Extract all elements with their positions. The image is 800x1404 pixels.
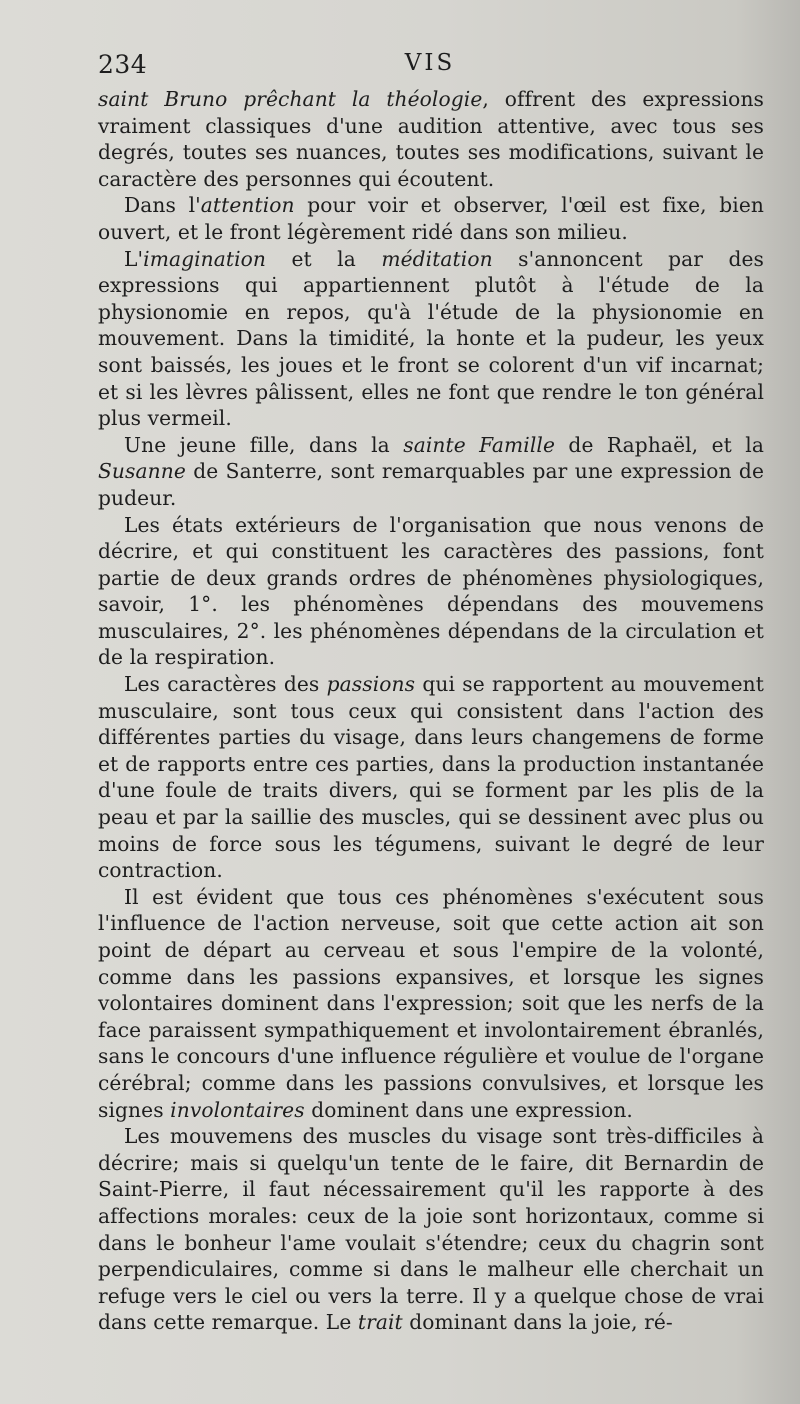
text-run: pour voir et observer, l'œil est fixe, bien ouvert, et le front légèrement ridé dans son milieu. bbox=[98, 193, 764, 244]
italic-text: sainte Famille bbox=[403, 432, 555, 457]
italic-text: imagination bbox=[143, 246, 267, 271]
text-run: Les états extérieurs de l'organisation que nous venons de décrire, et qui constituent les caractères des passions, font partie de deux grands ordres de phénomènes physiologiques, savoir, 1°. les phénomènes dépendans des mouvemens musculaires, 2°. les phénomènes dépendans de la circulation et de la respiration. bbox=[98, 512, 764, 670]
italic-text: Susanne bbox=[98, 459, 186, 484]
text-run: L' bbox=[124, 246, 144, 271]
text-run: qui se rapportent au mouvement musculaire, sont tous ceux qui consistent dans l'action des différentes parties du visage, dans leurs changemens de forme et de rapports entre ces parties, dans la production instantanée d'une foule de traits divers, qui se forment par les plis de la peau et par la saillie des muscles, qui se dessinent avec plus ou moins de force sous les tégumens, suivant le degré de leur contraction. bbox=[98, 672, 764, 883]
paragraph bbox=[98, 192, 764, 245]
text-run: Il est évident que tous ces phénomènes s'exécutent sous l'influence de l'action nerveuse, soit que cette action ait son point de départ au cerveau et sous l'empire de la volonté, comme dans les passions expansives, et lorsque les signes volontaires dominent dans l'expression; soit que les nerfs de la face paraissent sympathiquement et involontairement ébranlés, sans le concours d'une influence régulière et voulue de l'organe cérébral; comme dans les passions convulsives, et lorsque les signes bbox=[98, 884, 764, 1122]
paragraph bbox=[98, 432, 764, 512]
text-run: , offrent des expressions vraiment classiques d'une audition attentive, avec tous ses degrés, toutes ses nuances, toutes ses modifications, suivant le caractère des personnes qui écoutent. bbox=[98, 87, 765, 191]
paragraph bbox=[98, 246, 764, 432]
text-run: Les mouvemens des muscles du visage sont très-difficiles à décrire; mais si quelqu'un tente de le faire, dit Bernardin de Saint-Pierre, il faut nécessairement qu'il les rapporte à des affections morales: ceux de la joie sont horizontaux, comme si dans le bonheur l'ame voulait s'étendre; ceux du chagrin sont perpendiculaires, comme si dans le malheur elle cherchait un refuge vers le ciel ou vers la terre. Il y a quelque chose de vrai dans cette remarque. Le bbox=[98, 1124, 764, 1335]
paragraph bbox=[98, 86, 764, 192]
page-header bbox=[98, 50, 762, 86]
paragraph bbox=[98, 671, 764, 884]
page-number: 234 bbox=[98, 50, 148, 79]
italic-text: passions bbox=[326, 672, 416, 697]
italic-text: trait bbox=[357, 1310, 403, 1335]
running-head: VIS bbox=[404, 50, 456, 76]
text-run: dominent dans une expression. bbox=[304, 1097, 633, 1122]
text-run: de Raphaël, et la bbox=[555, 432, 764, 457]
paragraph bbox=[98, 512, 764, 672]
italic-text: involontaires bbox=[170, 1097, 305, 1122]
text-run: et la bbox=[266, 246, 382, 271]
italic-text: saint Bruno prêchant la théologie bbox=[98, 87, 483, 111]
italic-text: attention bbox=[200, 193, 295, 218]
text-run: dominant dans la joie, ré- bbox=[402, 1310, 673, 1335]
italic-text: méditation bbox=[381, 246, 493, 271]
text-run: Les caractères des bbox=[124, 672, 327, 697]
text-run: de Santerre, sont remarquables par une expression de pudeur. bbox=[98, 459, 764, 510]
text-run: s'annoncent par des expressions qui appartiennent plutôt à l'étude de la physionomie en repos, qu'à l'étude de la physionomie en mouvement. Dans la timidité, la honte et la pudeur, les yeux sont baissés, les joues et le front se colorent d'un vif incarnat; et si les lèvres pâlissent, elles ne font que rendre le ton général plus vermeil. bbox=[98, 246, 764, 431]
text-run: Dans l' bbox=[124, 193, 201, 218]
text-run: Une jeune fille, dans la bbox=[124, 432, 404, 457]
body-text bbox=[98, 86, 764, 1336]
paragraph bbox=[98, 1123, 764, 1336]
paragraph bbox=[98, 884, 764, 1123]
